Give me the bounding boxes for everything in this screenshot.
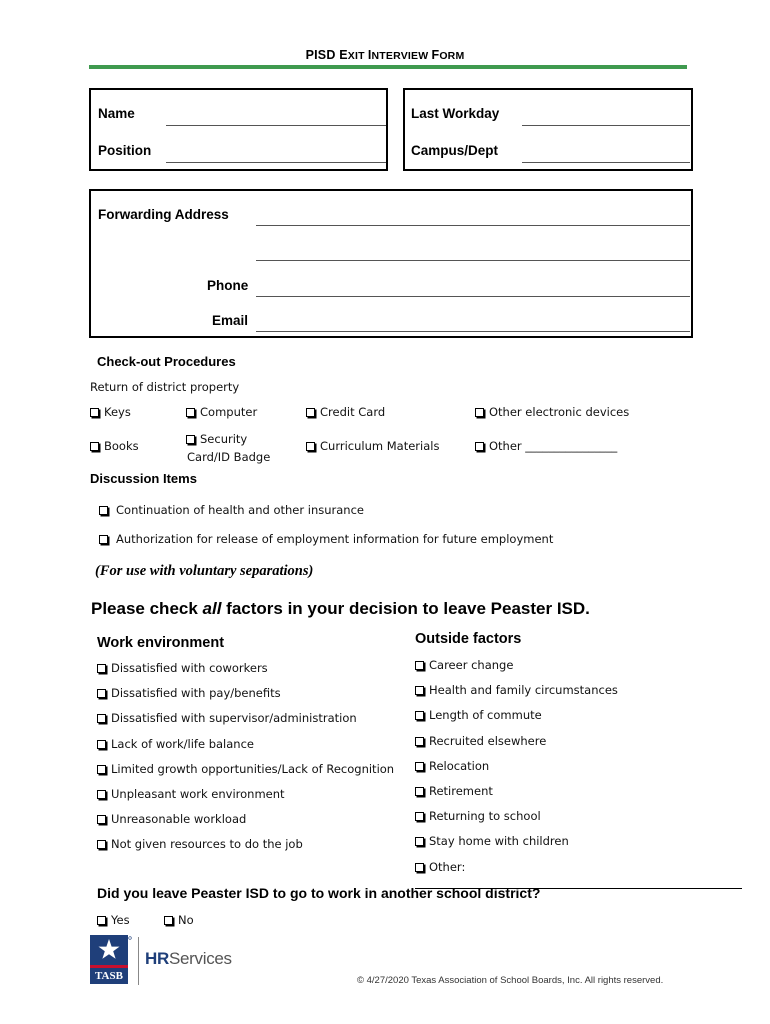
checkbox-icon[interactable] — [475, 442, 484, 451]
checkbox-icon[interactable] — [306, 442, 315, 451]
discussion-item-insurance[interactable]: Continuation of health and other insurance — [99, 503, 364, 517]
work-environment-item[interactable]: Not given resources to do the job — [97, 837, 303, 851]
outside-factor-item[interactable]: Stay home with children — [415, 834, 569, 848]
checkbox-icon[interactable] — [415, 737, 424, 746]
employee-box-right — [403, 88, 693, 171]
work-environment-item[interactable]: Lack of work/life balance — [97, 737, 254, 751]
checkbox-icon[interactable] — [90, 442, 99, 451]
work-environment-heading: Work environment — [97, 635, 225, 651]
answer-yes[interactable]: Yes — [97, 913, 130, 927]
work-environment-item[interactable]: Dissatisfied with coworkers — [97, 661, 268, 675]
title-divider — [89, 65, 687, 69]
work-environment-item[interactable]: Dissatisfied with supervisor/administration — [97, 711, 357, 725]
checkbox-icon[interactable] — [97, 689, 106, 698]
employee-box-left — [89, 88, 388, 171]
checkbox-icon[interactable] — [415, 812, 424, 821]
checkout-item-books[interactable]: Books — [90, 439, 139, 453]
work-environment-item[interactable]: Unpleasant work environment — [97, 787, 285, 801]
voluntary-separation-note: (For use with voluntary separations) — [95, 563, 314, 579]
name-field[interactable] — [166, 125, 386, 126]
checkbox-icon[interactable] — [415, 762, 424, 771]
checkbox-icon[interactable] — [99, 535, 108, 544]
logo-divider — [138, 937, 139, 985]
checkbox-icon[interactable] — [415, 711, 424, 720]
outside-factor-item[interactable]: Other: — [415, 860, 465, 874]
email-field[interactable] — [256, 331, 690, 332]
checkbox-icon[interactable] — [97, 815, 106, 824]
work-environment-item[interactable]: Dissatisfied with pay/benefits — [97, 686, 281, 700]
campus-dept-label: Campus/Dept — [411, 143, 499, 158]
checkbox-icon[interactable] — [97, 740, 106, 749]
copyright-notice: © 4/27/2020 Texas Association of School Boards, Inc. All rights reserved. — [357, 975, 664, 986]
checkbox-icon[interactable] — [415, 661, 424, 670]
checkbox-icon[interactable] — [186, 435, 195, 444]
phone-label: Phone — [207, 278, 249, 293]
checkbox-icon[interactable] — [164, 916, 173, 925]
work-environment-item[interactable]: Unreasonable workload — [97, 812, 246, 826]
campus-dept-field[interactable] — [522, 162, 690, 163]
answer-no[interactable]: No — [164, 913, 194, 927]
forwarding-address-label: Forwarding Address — [98, 207, 229, 222]
checkbox-icon[interactable] — [90, 408, 99, 417]
checkbox-icon[interactable] — [97, 840, 106, 849]
hr-services-logo: HRServices — [145, 949, 232, 968]
forwarding-address-field-2[interactable] — [256, 260, 690, 261]
factors-heading: Please check all factors in your decision to leave Peaster ISD. — [91, 599, 590, 618]
outside-factor-item[interactable]: Recruited elsewhere — [415, 734, 546, 748]
position-field[interactable] — [166, 162, 386, 163]
outside-factor-item[interactable]: Returning to school — [415, 809, 541, 823]
checkbox-icon[interactable] — [97, 765, 106, 774]
district-question: Did you leave Peaster ISD to go to work in another school district? — [97, 885, 541, 901]
name-label: Name — [98, 106, 135, 121]
outside-factor-item[interactable]: Career change — [415, 658, 513, 672]
checkout-item-credit-card[interactable]: Credit Card — [306, 405, 385, 419]
checkout-item-computer[interactable]: Computer — [186, 405, 257, 419]
checkbox-icon[interactable] — [97, 916, 106, 925]
checkbox-icon[interactable] — [415, 686, 424, 695]
tasb-logo — [90, 935, 132, 985]
forwarding-address-field-1[interactable] — [256, 225, 690, 226]
checkbox-icon[interactable] — [99, 506, 108, 515]
outside-factor-item[interactable]: Relocation — [415, 759, 489, 773]
phone-field[interactable] — [256, 296, 690, 297]
outside-factors-heading: Outside factors — [415, 631, 522, 647]
checkbox-icon[interactable] — [475, 408, 484, 417]
last-workday-field[interactable] — [522, 125, 690, 126]
checkout-item-keys[interactable]: Keys — [90, 405, 131, 419]
work-environment-item[interactable]: Limited growth opportunities/Lack of Recognition — [97, 762, 394, 776]
outside-factor-item[interactable]: Retirement — [415, 784, 493, 798]
checkbox-icon[interactable] — [415, 863, 424, 872]
checkbox-icon[interactable] — [186, 408, 195, 417]
checkbox-icon[interactable] — [306, 408, 315, 417]
checkbox-icon[interactable] — [415, 837, 424, 846]
checkbox-icon[interactable] — [97, 664, 106, 673]
checkout-item-other[interactable]: Other ________________ — [475, 439, 617, 453]
last-workday-label: Last Workday — [411, 106, 500, 121]
position-label: Position — [98, 143, 152, 158]
checkbox-icon[interactable] — [97, 714, 106, 723]
checkout-subheading: Return of district property — [90, 380, 240, 394]
outside-factor-item[interactable]: Health and family circumstances — [415, 683, 618, 697]
checkout-heading: Check-out Procedures — [97, 354, 236, 369]
discussion-heading: Discussion Items — [90, 471, 197, 486]
checkout-item-curriculum[interactable]: Curriculum Materials — [306, 439, 439, 453]
tasb-wordmark: TASB — [95, 970, 123, 982]
checkbox-icon[interactable] — [415, 787, 424, 796]
form-title: PISD EXIT INTERVIEW FORM — [305, 48, 465, 62]
email-label: Email — [212, 313, 249, 328]
outside-factor-item[interactable]: Length of commute — [415, 708, 542, 722]
checkout-item-security-badge[interactable]: Security Card/ID Badge — [187, 432, 271, 464]
checkout-item-electronic-devices[interactable]: Other electronic devices — [475, 405, 629, 419]
discussion-item-authorization[interactable]: Authorization for release of employment information for future employment — [99, 532, 553, 546]
checkbox-icon[interactable] — [97, 790, 106, 799]
